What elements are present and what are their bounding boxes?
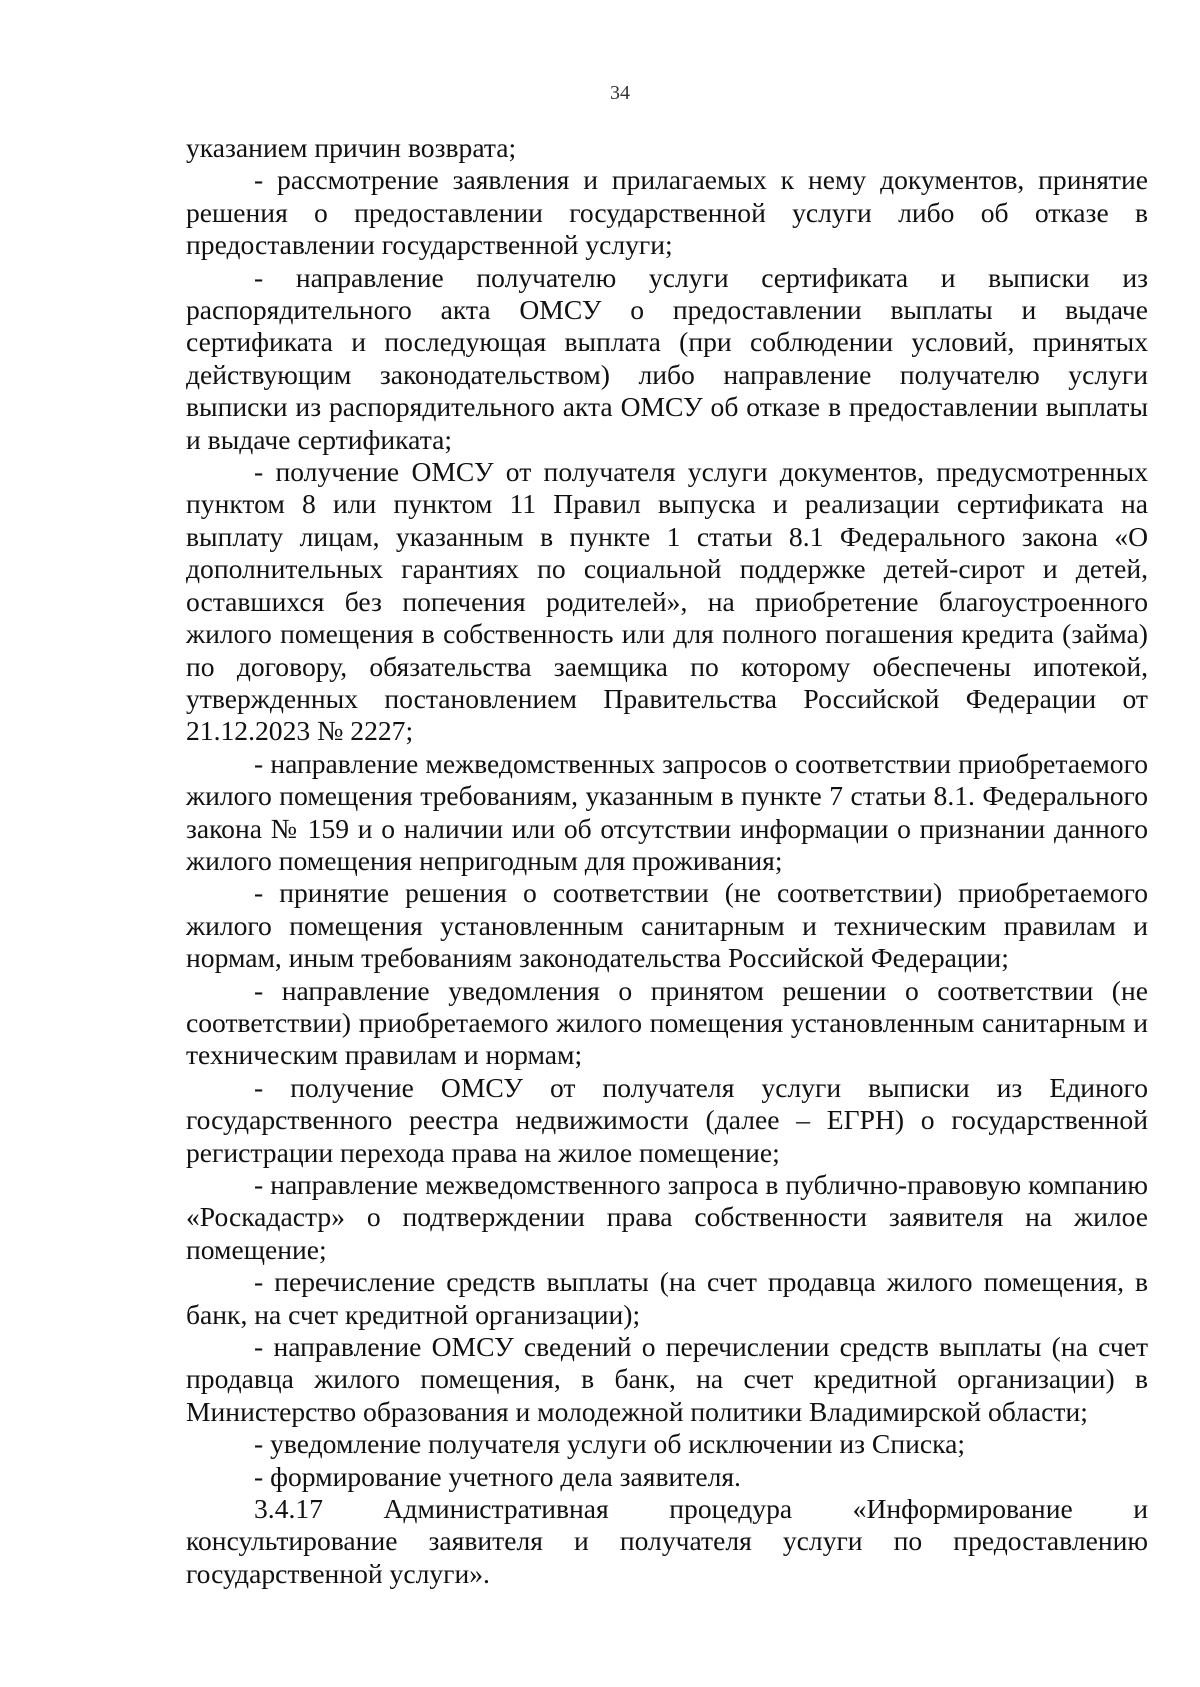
list-item-egrn-extract: - получение ОМСУ от получателя услуги выписки из Единого государственного реестра недвижимости (далее – ЕГРН) о государственной регистрации перехода права на жилое помещение;	[186, 1071, 1148, 1168]
list-item-case-file: - формирование учетного дела заявителя.	[254, 1460, 741, 1492]
list-item-decision-notification: - направление уведомления о принятом решении о соответствии (не соответствии) приобретаемого жилого помещения установленным санитарным и техническим правилам и нормам;	[186, 974, 1148, 1071]
section-3-4-17: 3.4.17 Административная процедура «Информирование и консультирование заявителя и получателя услуги по предоставлению государственной услуги».	[186, 1493, 1148, 1589]
list-item-interagency-requests: - направление межведомственных запросов о соответствии приобретаемого жилого помещения требованиям, указанным в пункте 7 статьи 8.1. Федерального закона № 159 и о наличии или об отсутствии информации о признании данного жилого помещения непригодным для проживания;	[186, 747, 1148, 876]
list-item-payment-report: - направление ОМСУ сведений о перечислении средств выплаты (на счет продавца жилого помещения, в банк, на счет кредитной организации) в Министерство образования и молодежной политики Владимирской области;	[186, 1331, 1148, 1427]
list-item-receive-documents: - получение ОМСУ от получателя услуги документов, предусмотренных пунктом 8 или пунктом 11 Правил выпуска и реализации сертификата на выплату лицам, указанным в пункте 1 статьи 8.1 Федерального закона «О дополнительных гарантиях по социальной поддержке детей-сирот и детей, оставшихся без попечения родителей», на приобретение благоустроенного жилого помещения в собственность или для полного погашения кредита (займа) по договору, обязательства заемщика по которому обеспечены ипотекой, утвержденных постановлением Правительства Российской Федерации от 21.12.2023 № 2227;	[186, 456, 1148, 747]
document-body	[186, 132, 1148, 1590]
list-item-review-application: - рассмотрение заявления и прилагаемых к нему документов, принятие решения о предоставлении государственной услуги либо об отказе в предоставлении государственной услуги;	[186, 164, 1148, 261]
list-item-payment-transfer: - перечисление средств выплаты (на счет продавца жилого помещения, в банк, на счет кредитной организации);	[186, 1266, 1148, 1330]
paragraph-continuation: указанием причин возврата;	[186, 132, 517, 163]
list-item-exclusion-notice: - уведомление получателя услуги об исключении из Списка;	[254, 1428, 966, 1460]
list-item-roskadastr-request: - направление межведомственного запроса в публично-правовую компанию «Роскадастр» о подтверждении права собственности заявителя на жилое помещение;	[186, 1169, 1148, 1265]
list-item-compliance-decision: - принятие решения о соответствии (не соответствии) приобретаемого жилого помещения установленным санитарным и техническим правилам и нормам, иным требованиям законодательства Российской Федерации;	[186, 877, 1148, 974]
page-number: 34	[610, 82, 630, 104]
list-item-send-certificate: - направление получателю услуги сертификата и выписки из распорядительного акта ОМСУ о предоставлении выплаты и выдаче сертификата и последующая выплата (при соблюдении условий, принятых действующим законодательством) либо направление получателю услуги выписки из распорядительного акта ОМСУ об отказе в предоставлении выплаты и выдаче сертификата;	[186, 261, 1148, 455]
